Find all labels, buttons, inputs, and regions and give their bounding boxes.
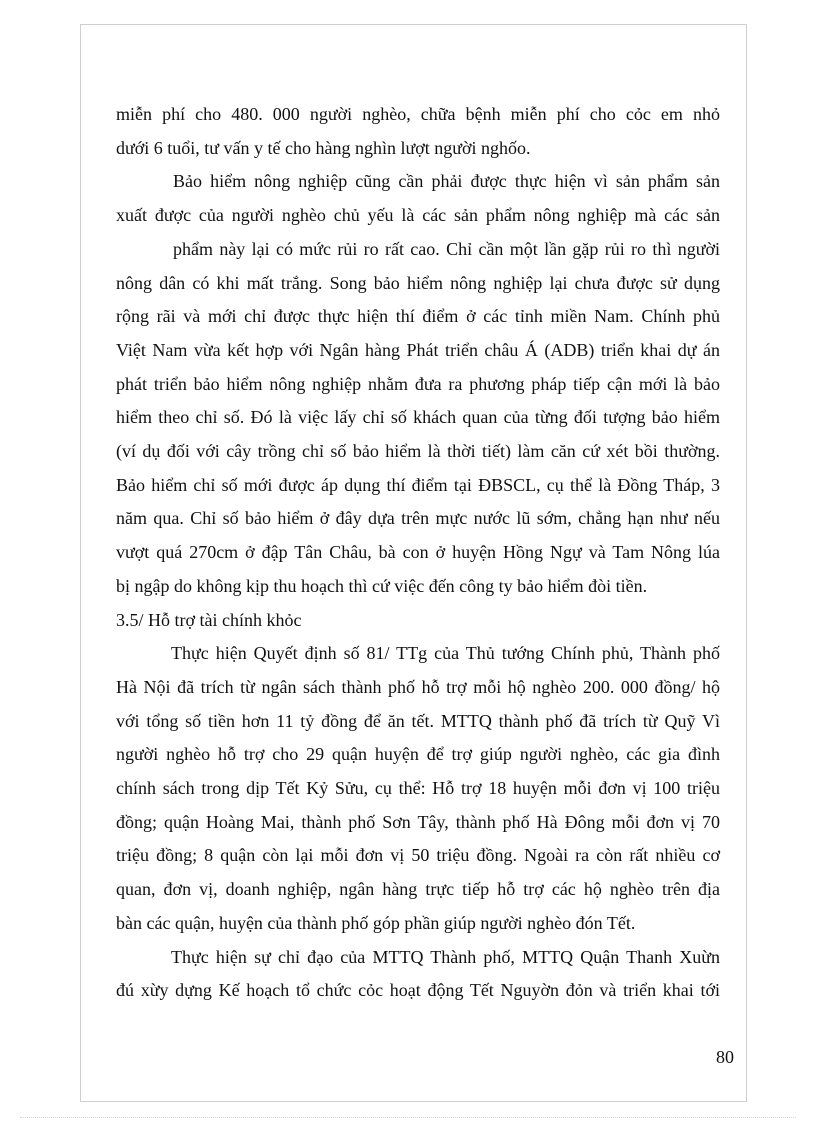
text-line: hiểm theo chỉ số. Đó là việc lấy chỉ số khách quan của từng đối tượng bảo hiểm [116,407,720,428]
text-line: năm qua. Chỉ số bảo hiểm ở đây dựa trên mực nước lũ sớm, chẳng hạn như nếu [116,508,720,529]
text-line: vượt quá 270cm ở đập Tân Châu, bà con ở huyện Hồng Ngự và Tam Nông lúa [116,542,720,563]
text-line: Thực hiện sự chỉ đạo của MTTQ Thành phố, MTTQ Quận Thanh Xuừn [171,946,720,967]
text-line: quan, đơn vị, doanh nghiệp, ngân hàng trực tiếp hỗ trợ các hộ nghèo trên địa [116,879,720,900]
page-number: 80 [716,1047,734,1067]
text-line: nông dân có khi mất trắng. Song bảo hiểm nông nghiệp lại chưa được sử dụng [116,272,720,293]
text-line: bàn các quận, huyện của thành phố góp phần giúp người nghèo đón Tết. [116,912,636,933]
text-line: Thực hiện Quyết định số 81/ TTg của Thủ tướng Chính phủ, Thành phố [171,643,720,664]
text-line: phát triển bảo hiểm nông nghiệp nhằm đưa ra phương pháp tiếp cận mới là bảo [116,373,720,394]
text-line: chính sách trong dịp Tết Kỷ Sửu, cụ thể: Hỗ trợ 18 huyện mỗi đơn vị 100 triệu [116,778,720,799]
document-body [116,98,720,1008]
text-line: (ví dụ đối với cây trồng chỉ số bảo hiểm là thời tiết) làm căn cứ xét bồi thường. [116,441,720,462]
text-line: Việt Nam vừa kết hợp với Ngân hàng Phát triển châu Á (ADB) triển khai dự án [116,339,720,360]
text-line: xuất được của người nghèo chủ yếu là các sản phẩm nông nghiệp mà các sản [116,205,720,226]
text-line: Bảo hiểm nông nghiệp cũng cần phải được thực hiện vì sản phẩm sản [173,171,720,192]
text-line: triệu đồng; 8 quận còn lại mỗi đơn vị 50 triệu đồng. Ngoài ra còn rất nhiều cơ [116,845,720,866]
text-line: đồng; quận Hoàng Mai, thành phố Sơn Tây, thành phố Hà Đông mỗi đơn vị 70 [116,811,720,832]
text-line: đú xừy dựng Kế hoạch tổ chức cỏc hoạt động Tết Nguyờn đỏn và triển khai tới [116,980,720,1001]
text-line: Hà Nội đã trích từ ngân sách thành phố hỗ trợ mỗi hộ nghèo 200. 000 đồng/ hộ [116,676,720,697]
section-heading: 3.5/ Hỗ trợ tài chính khỏc [116,609,302,630]
text-line: rộng rãi và mới chỉ được thực hiện thí điểm ở các tỉnh miền Nam. Chính phủ [116,306,720,327]
text-line: miễn phí cho 480. 000 người nghèo, chữa bệnh miễn phí cho cỏc em nhỏ [116,104,720,124]
text-line: Bảo hiểm chỉ số mới được áp dụng thí điểm tại ĐBSCL, cụ thể là Đồng Tháp, 3 [116,474,720,495]
text-line: người nghèo hỗ trợ cho 29 quận huyện để trợ giúp người nghèo, các gia đình [116,744,720,765]
text-line: với tổng số tiền hơn 11 tỷ đồng để ăn tết. MTTQ thành phố đã trích từ Quỹ Vì [116,710,720,731]
text-line: phẩm này lại có mức rủi ro rất cao. Chỉ cần một lần gặp rủi ro thì người [173,238,720,259]
text-line: dưới 6 tuổi, tư vấn y tế cho hàng nghìn lượt người nghốo. [116,137,531,158]
text-line: bị ngập do không kịp thu hoạch thì cứ việc đến công ty bảo hiểm đòi tiền. [116,575,648,596]
bottom-divider [20,1117,796,1118]
